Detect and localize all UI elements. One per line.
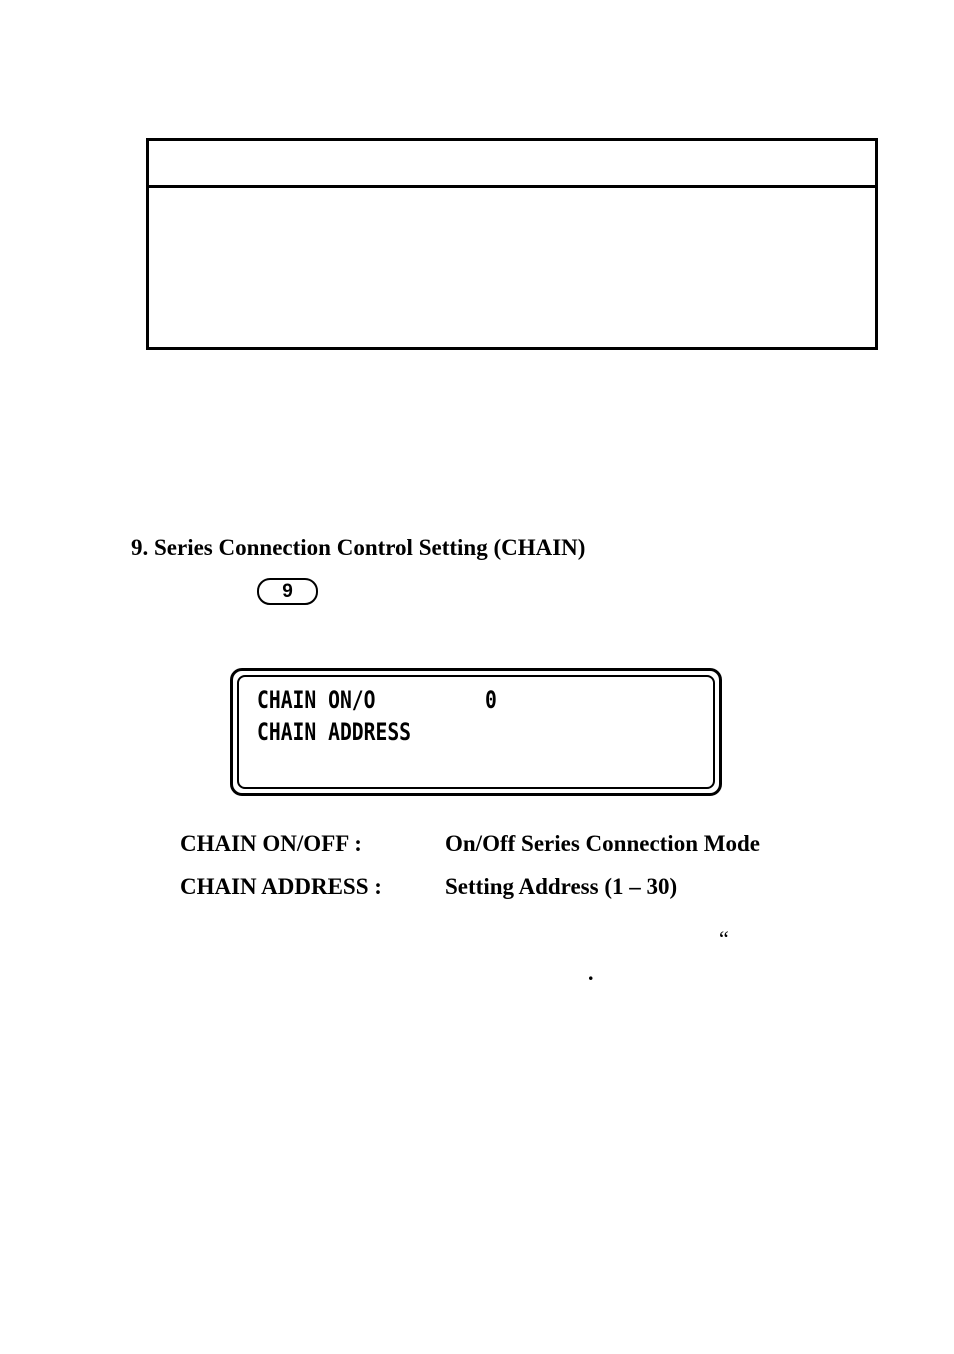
note-box xyxy=(146,138,878,350)
section-title: 9. Series Connection Control Setting (CHAIN) xyxy=(131,535,586,560)
quote-mark: “ xyxy=(719,926,729,951)
key-9-button[interactable]: 9 xyxy=(257,578,318,605)
lcd-line-chain-on-off: CHAIN ON/O xyxy=(257,686,376,714)
definition-term-chain-on-off: CHAIN ON/OFF : xyxy=(180,831,362,856)
period-mark: . xyxy=(588,960,594,985)
lcd-display xyxy=(230,668,722,796)
lcd-chain-on-off-value: 0 xyxy=(485,686,497,714)
definition-desc-chain-address: Setting Address (1 – 30) xyxy=(445,874,678,899)
lcd-line-chain-address: CHAIN ADDRESS xyxy=(257,718,412,746)
definition-term-chain-address: CHAIN ADDRESS : xyxy=(180,874,382,899)
note-box-header xyxy=(149,141,875,188)
definition-desc-chain-on-off: On/Off Series Connection Mode xyxy=(445,831,760,856)
